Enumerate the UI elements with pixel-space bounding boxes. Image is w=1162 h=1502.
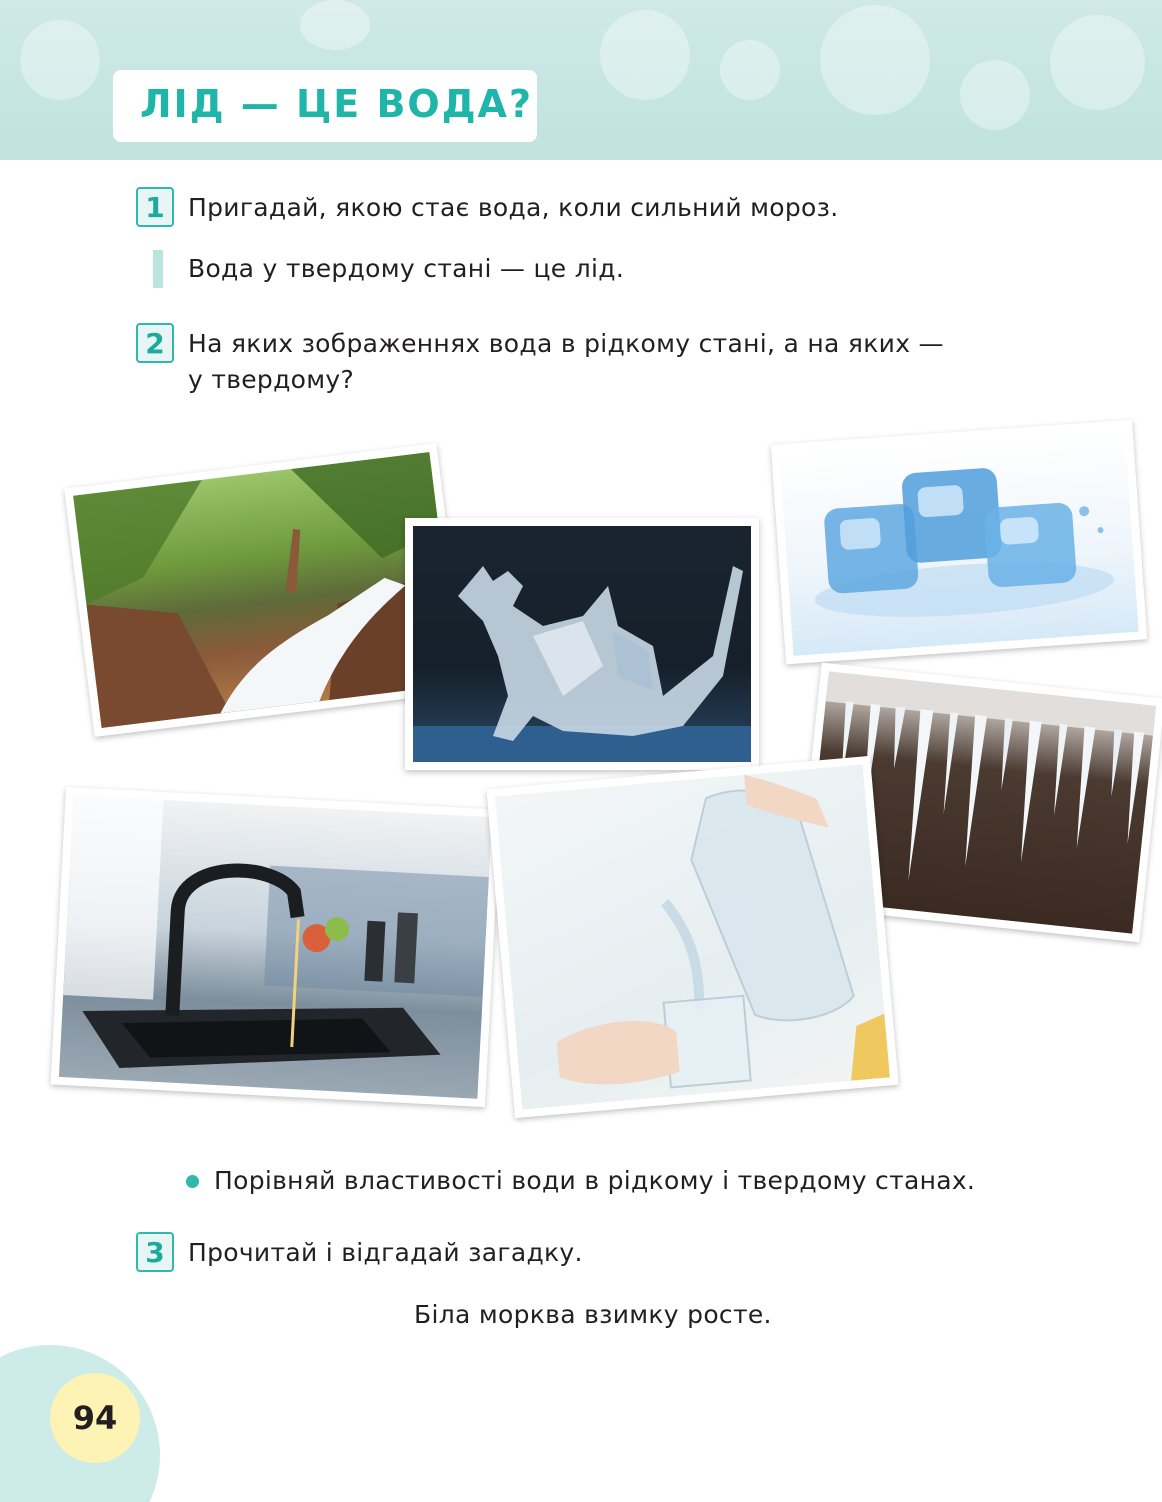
task-1-answer: Вода у твердому стані — це лід.	[188, 254, 625, 283]
task-1-text: Пригадай, якою стає вода, коли сильний мороз.	[188, 193, 839, 222]
riddle-text: Біла морква взимку росте.	[414, 1300, 772, 1329]
ice-cubes-photo	[771, 420, 1147, 665]
task-number-badge: 1	[136, 187, 174, 227]
ice-dragon-sculpture-photo	[405, 518, 759, 770]
decor-bubble	[300, 0, 370, 50]
decor-bubble	[20, 20, 100, 100]
decor-bubble	[720, 40, 780, 100]
answer-marker-bar	[153, 250, 163, 288]
decor-bubble	[1050, 15, 1145, 110]
task-3-text: Прочитай і відгадай загадку.	[188, 1238, 583, 1267]
task-number-badge: 3	[136, 1232, 174, 1272]
page-number: 94	[72, 1399, 118, 1437]
decor-bubble	[600, 10, 690, 100]
page-title: ЛІД — ЦЕ ВОДА?	[140, 82, 534, 126]
decor-bubble	[820, 5, 930, 115]
decor-bubble	[960, 60, 1030, 130]
kitchen-faucet-photo	[51, 787, 501, 1107]
task-2-text-line1: На яких зображеннях вода в рідкому стані, а на яких —	[188, 329, 944, 358]
pouring-water-photo	[486, 756, 898, 1118]
bullet-dot	[186, 1175, 199, 1188]
task-2-text-line2: у твердому?	[188, 365, 355, 394]
bullet-text: Порівняй властивості води в рідкому і твердому станах.	[214, 1166, 976, 1195]
task-number-badge: 2	[136, 323, 174, 363]
